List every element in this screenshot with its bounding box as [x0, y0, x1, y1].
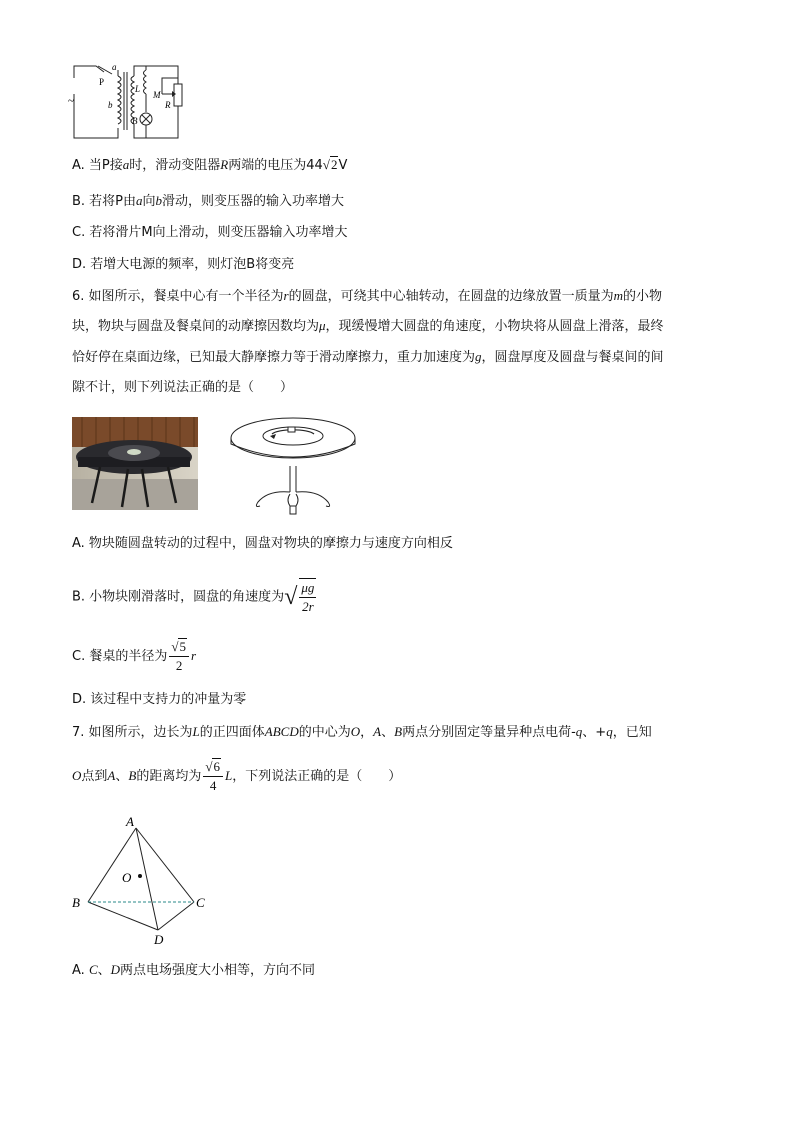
q6-option-c: C. 餐桌的半径为 $\frac{√5}{2}$ r: [72, 639, 197, 673]
vertex-label-c: C: [196, 895, 205, 910]
tetrahedron-diagram: [70, 814, 210, 948]
q5-option-b: B. 若将P由a向b滑动，则变压器的输入功率增大: [72, 193, 345, 209]
q7-option-a: A. C、D两点电场强度大小相等，方向不同: [72, 962, 316, 978]
sqrt-sign: √: [284, 584, 298, 610]
fraction-sqrt5-over-2: $\frac{√5}{2}$: [169, 638, 189, 675]
label-l: L: [135, 84, 141, 94]
fraction-sqrt6-over-4: $\frac{√6}{4}$: [203, 758, 223, 795]
label-a: a: [112, 62, 117, 72]
q7-stem-line-1: 7. 如图所示，边长为L的正四面体ABCD的中心为O，A、B两点分别固定等量异种点电荷-q、+q，已知: [72, 724, 652, 740]
q6-option-b: B. 小物块刚滑落时，圆盘的角速度为√ $\frac{\mu g}{2r}$: [72, 580, 315, 614]
q6-stem-line-3: 恰好停在桌面边缘，已知最大静摩擦力等于滑动摩擦力，重力加速度为g，圆盘厚度及圆盘与餐桌间的间: [72, 349, 664, 365]
q6-stem-line-2: 块，物块与圆盘及餐桌间的动摩擦因数均为μ，现缓慢增大圆盘的角速度，小物块将从圆盘上滑落，最终: [72, 318, 664, 334]
label-b: b: [108, 100, 113, 110]
q5-option-d: D. 若增大电源的频率，则灯泡B将变亮: [72, 257, 295, 272]
center-label-o: O: [122, 870, 132, 885]
vertex-label-d: D: [154, 932, 164, 947]
q7-stem-line-2: O点到A、B的距离均为 $\frac{√6}{4}$ L，下列说法正确的是（ ）: [72, 759, 402, 793]
label-p: P: [99, 77, 105, 87]
label-r: R: [165, 100, 171, 110]
q6-stem-line-1: 6. 如图所示，餐桌中心有一个半径为r的圆盘，可绕其中心轴转动，在圆盘的边缘放置一质量为m的小物: [72, 288, 663, 304]
fraction-mu-g-over-2r: $\frac{\mu g}{2r}$: [301, 580, 315, 614]
q5-option-a: A. 当P接a时，滑动变阻器R两端的电压为44√2V: [72, 157, 348, 173]
vertex-label-b: B: [72, 895, 80, 910]
q6-option-a: A. 物块随圆盘转动的过程中，圆盘对物块的摩擦力与速度方向相反: [72, 536, 453, 551]
dining-table-photo: [72, 417, 198, 510]
sqrt-2: √2: [322, 157, 338, 172]
label-m: M: [153, 90, 161, 100]
label-bulb: B: [132, 116, 138, 126]
vertex-label-a: A: [126, 814, 134, 829]
label-source: ~: [68, 95, 74, 107]
q6-stem-line-4: 隙不计，则下列说法正确的是（ ）: [72, 380, 294, 395]
q5-option-c: C. 若将滑片M向上滑动，则变压器输入功率增大: [72, 225, 348, 240]
q6-option-d: D. 该过程中支持力的冲量为零: [72, 692, 247, 707]
rotating-disc-table-drawing: [228, 414, 358, 520]
transformer-circuit-diagram: [68, 58, 198, 144]
